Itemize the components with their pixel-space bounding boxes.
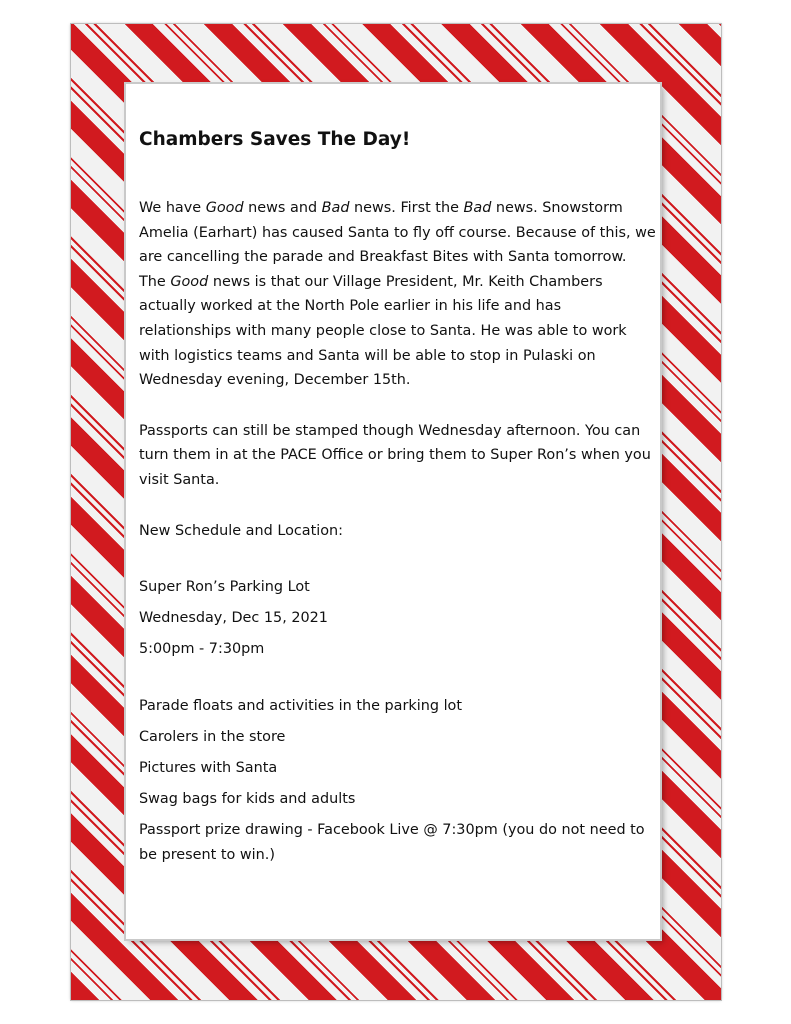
activity-item: Carolers in the store <box>139 729 286 745</box>
schedule-time: 5:00pm - 7:30pm <box>139 640 265 657</box>
document-body <box>139 128 657 874</box>
activity-item: Parade floats and activities in the parking lot <box>139 697 463 714</box>
document-title: Chambers Saves The Day! <box>139 129 411 150</box>
text-run: news is that our Village President, Mr. Keith Chambers actually worked at the North Pole earlier in his life and has relationships with many people close to Santa. He was able to work with logistics teams and Santa will be able to stop in Pulaski on Wednesday evening, December 15th. <box>139 273 627 389</box>
text-run: news. First the <box>349 200 464 216</box>
text-run: news. Snowstorm Amelia (Earhart) has caused Santa to fly off course. Because of this, we are cancelling the parade and Breakfast Bites with Santa tomorrow. The <box>139 200 656 290</box>
activity-item: Passport prize drawing - Facebook Live @ 7:30pm (you do not need to be present to win.) <box>139 822 645 863</box>
paragraph-announcement <box>139 196 657 393</box>
emphasis-good: Good <box>205 200 244 216</box>
paragraph-passports: Passports can still be stamped though Wednesday afternoon. You can turn them in at the PACE Office or bring them to Super Ron’s when you visit Santa. <box>139 422 651 488</box>
emphasis-bad: Bad <box>321 200 350 216</box>
activity-item: Pictures with Santa <box>139 760 278 777</box>
schedule-date: Wednesday, Dec 15, 2021 <box>139 609 328 626</box>
emphasis-good: Good <box>170 273 209 290</box>
schedule-heading: New Schedule and Location: <box>139 522 344 539</box>
text-run: news and <box>243 200 322 216</box>
text-run: We have <box>139 200 206 216</box>
schedule-location: Super Ron’s Parking Lot <box>139 578 310 595</box>
emphasis-bad: Bad <box>463 200 492 216</box>
activity-item: Swag bags for kids and adults <box>139 791 356 808</box>
